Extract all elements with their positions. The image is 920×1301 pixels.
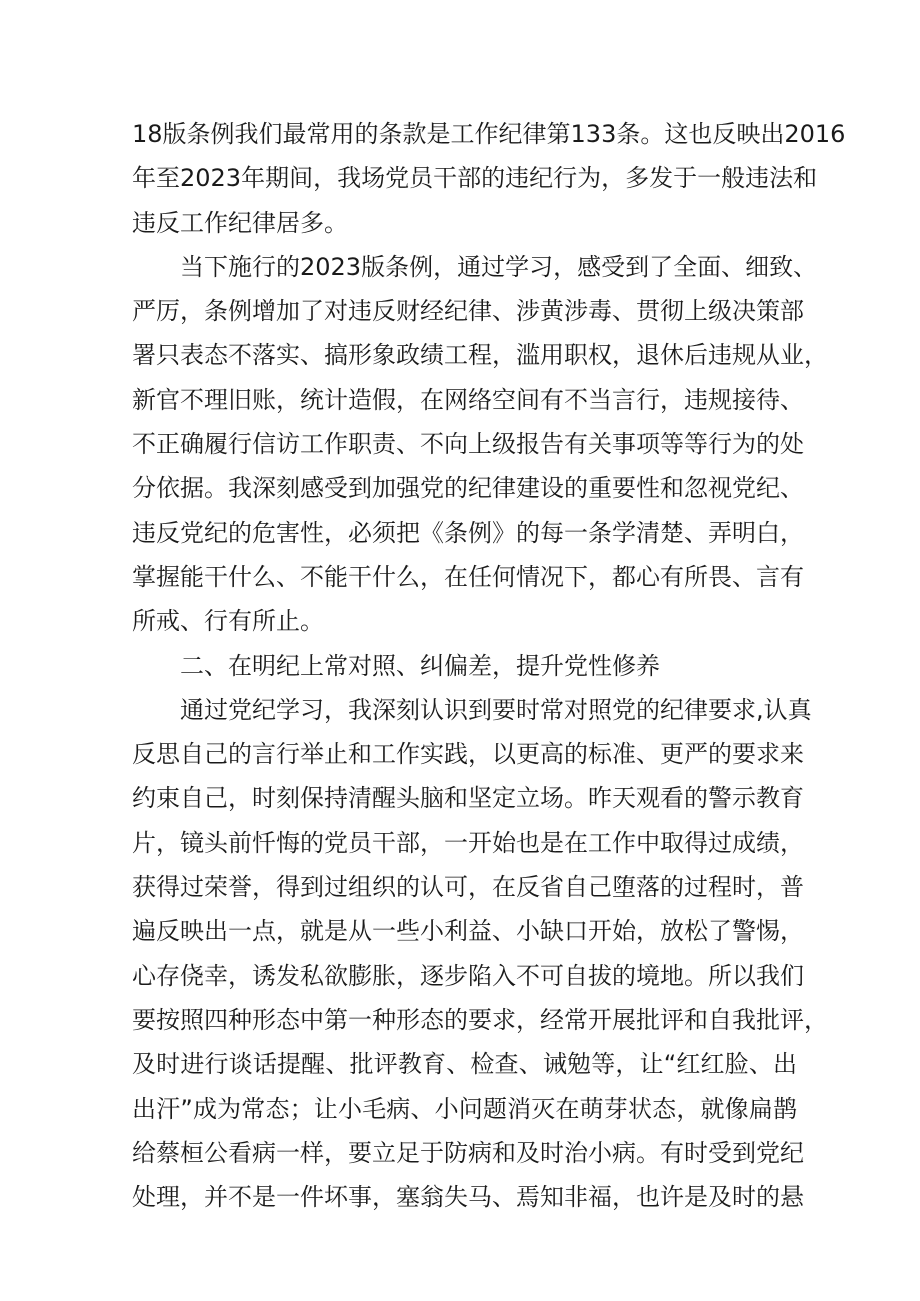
text-line: 违反工作纪律居多。 bbox=[132, 208, 348, 237]
text-line: 严厉，条例增加了对违反财经纪律、涉黄涉毒、贯彻上级决策部 bbox=[132, 297, 804, 326]
text-line: 新官不理旧账，统计造假，在网络空间有不当言行，违规接待、 bbox=[132, 385, 804, 414]
text-line: 署只表态不落实、搞形象政绩工程，滥用职权，退休后违规从业， bbox=[132, 341, 828, 370]
paragraph bbox=[132, 688, 828, 1220]
text-line: 通过党纪学习，我深刻认识到要时常对照党的纪律要求,认真 bbox=[180, 695, 812, 724]
section-heading bbox=[132, 644, 797, 688]
text-line: 片，镜头前忏悔的党员干部，一开始也是在工作中取得过成绩， bbox=[132, 828, 804, 857]
text-line: 当下施行的2023版条例，通过学习，感受到了全面、细致、 bbox=[180, 252, 818, 281]
text-line: 掌握能干什么、不能干什么，在任何情况下，都心有所畏、言有 bbox=[132, 562, 804, 591]
text-line: 遍反映出一点，就是从一些小利益、小缺口开始，放松了警惕， bbox=[132, 917, 804, 946]
text-line: 心存侥幸，诱发私欲膨胀，逐步陷入不可自拔的境地。所以我们 bbox=[132, 961, 804, 990]
heading-line: 二、在明纪上常对照、纠偏差，提升党性修养 bbox=[180, 651, 660, 680]
text-line: 不正确履行信访工作职责、不向上级报告有关事项等等行为的处 bbox=[132, 430, 804, 459]
text-line: 给蔡桓公看病一样，要立足于防病和及时治小病。有时受到党纪 bbox=[132, 1138, 804, 1167]
paragraph bbox=[132, 112, 846, 245]
document-body bbox=[132, 112, 846, 1219]
text-line: 要按照四种形态中第一种形态的要求，经常开展批评和自我批评， bbox=[132, 1005, 828, 1034]
text-line: 反思自己的言行举止和工作实践，以更高的标准、更严的要求来 bbox=[132, 740, 804, 769]
paragraph bbox=[132, 245, 828, 644]
text-line: 处理，并不是一件坏事，塞翁失马、焉知非福，也许是及时的悬 bbox=[132, 1183, 804, 1212]
text-line: 违反党纪的危害性，必须把《条例》的每一条学清楚、弄明白， bbox=[132, 518, 804, 547]
text-line: 出汗”成为常态；让小毛病、小问题消灭在萌芽状态，就像扁鹊 bbox=[132, 1094, 797, 1123]
text-line: 约束自己，时刻保持清醒头脑和坚定立场。昨天观看的警示教育 bbox=[132, 784, 804, 813]
text-line: 分依据。我深刻感受到加强党的纪律建设的重要性和忽视党纪、 bbox=[132, 474, 804, 503]
text-line: 年至2023年期间，我场党员干部的违纪行为，多发于一般违法和 bbox=[132, 164, 818, 193]
text-line: 获得过荣誉，得到过组织的认可，在反省自己堕落的过程时，普 bbox=[132, 873, 804, 902]
text-line: 所戒、行有所止。 bbox=[132, 607, 324, 636]
text-line: 及时进行谈话提醒、批评教育、检查、诫勉等，让“红红脸、出 bbox=[132, 1050, 797, 1079]
text-line: 18版条例我们最常用的条款是工作纪律第133条。这也反映出2016 bbox=[132, 120, 846, 148]
